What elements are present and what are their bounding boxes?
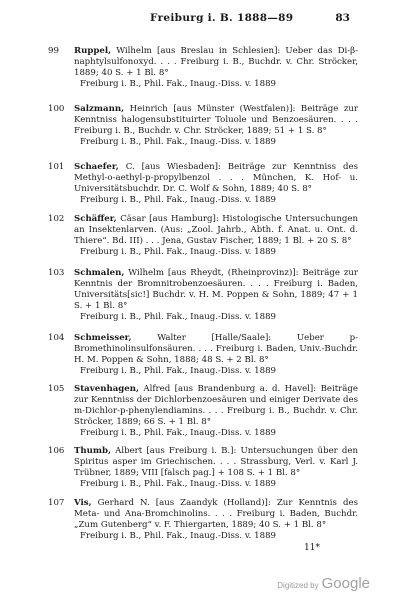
entry-note: Freiburg i. B., Phil. Fak., Inaug.-Diss. v. 1889 [80,366,277,376]
entry-body [74,162,358,206]
entry-body [74,498,358,542]
entry-text: Cäsar [aus Hamburg]: Histologische Untersuchungen an Insektenlarven. (Aus: „Zool. Jahrb., Abth. f. Anat. u. Ont. d. Thiere“. Bd. III) . . . Jena, Gustav Fischer, 1889; 1 Bl. + 20 S. 8° [74,214,358,246]
entry-number: 106 [48,446,65,456]
entry-text: C. [aus Wiesbaden]: Beiträge zur Kenntniss des Methyl-o-aethyl-p-propylbenzol . . . München, K. Hof- u. Universitätsbuchdr. Dr. C. Wolf & Sohn, 1889; 40 S. 8° [74,162,358,194]
entry-number: 103 [48,268,65,278]
author-name: Schmalen, [74,268,125,278]
bibliography-entry [48,333,358,377]
author-name: Thumb, [74,446,111,456]
entry-note: Freiburg i. B., Phil. Fak., Inaug.-Diss. v. 1889 [80,312,277,322]
entry-number: 107 [48,498,65,508]
bibliography-entry [48,46,358,90]
bibliography-entry [48,384,358,439]
google-watermark [277,575,370,592]
bibliography-entry [48,214,358,258]
entry-body [74,46,358,90]
bibliography-entry [48,446,358,490]
running-header [0,12,400,26]
entry-number: 101 [48,162,65,172]
watermark-brand: Google [321,575,370,592]
signature-mark: 11* [304,543,320,553]
bibliography-entry [48,162,358,206]
bibliography-entry [48,498,358,542]
author-name: Schäffer, [74,214,117,224]
entry-body [74,104,358,148]
entry-number: 104 [48,333,65,343]
entry-number: 100 [48,104,65,114]
entry-body [74,268,358,323]
author-name: Schaefer, [74,162,119,172]
author-name: Ruppel, [74,46,112,56]
entry-note: Freiburg i. B., Phil. Fak., Inaug.-Diss. v. 1889 [80,137,277,147]
entry-body [74,384,358,439]
author-name: Salzmann, [74,104,125,114]
entry-number: 102 [48,214,65,224]
entry-note: Freiburg i. B., Phil. Fak., Inaug.-Diss. v. 1889 [80,247,277,257]
entry-number: 105 [48,384,65,394]
entry-note: Freiburg i. B., Phil. Fak., Inaug.-Diss. v. 1889 [80,195,277,205]
bibliography-entry [48,104,358,148]
entry-body [74,333,358,377]
entry-number: 99 [48,46,59,56]
entry-text: Wilhelm [aus Breslau in Schlesien]: Ueber das Di-β-naphtylsulfonoxyd. . . . Freiburg i. B., Buchdr. v. Chr. Ströcker, 1889; 40 S. + 1 Bl. 8° [74,46,359,78]
entry-body [74,446,358,490]
watermark-prefix: Digitized by [277,581,319,590]
entry-text: Wilhelm [aus Rheydt, (Rheinprovinz)]: Beiträge zur Kenntnis der Bromnitrobenzoesäuren. . . . Freiburg i. Baden, Universitäts[sic!] Buchdr. v. H. M. Poppen & Sohn, 1889; 47 + 1 S. + 1 Bl. 8° [74,268,359,311]
entry-note: Freiburg i. B., Phil. Fak., Inaug.-Diss. v. 1889 [80,428,277,438]
header-title: Freiburg i. B. 1888—89 [150,12,294,24]
author-name: Vis, [74,498,92,508]
entry-note: Freiburg i. B., Phil. Fak., Inaug.-Diss. v. 1889 [80,531,277,541]
entry-text: Albert [aus Freiburg i. B.]: Untersuchungen über den Spiritus asper im Griechischen. . . . Strassburg, Verl. v. Karl J. Trübner, 1889; VIII [falsch pag.] + 108 S. + 1 Bl. 8° [74,446,359,478]
entry-note: Freiburg i. B., Phil. Fak., Inaug.-Diss. v. 1889 [80,479,277,489]
entry-text: Gerhard N. [aus Zaandyk (Holland)]: Zur Kenntnis des Meta- und Ana-Bromchinolins. . . . Freiburg i. Baden, Buchdr. „Zum Gutenberg“ v. F. Thiergarten, 1889; 40 S. + 1 Bl. 8° [74,498,358,530]
entry-body [74,214,358,258]
entry-text: Alfred [aus Brandenburg a. d. Havel]: Beiträge zur Kenntniss der Dichlorbenzoesäuren und einiger Derivate des m-Dichlor-p-phenylendiamins. . . . Freiburg i. B., Buchdr. v. Chr. Ströcker, 1889; 66 S. + 1 Bl. 8° [74,384,358,427]
author-name: Schmeisser, [74,333,132,343]
entry-text: Heinrich [aus Münster (Westfalen)]: Beiträge zur Kenntniss halogensubstituirter Toluole und Benzoesäuren. . . . Freiburg i. B., Buchdr. v. Chr. Ströcker, 1889; 51 + 1 S. 8° [74,104,359,136]
entry-note: Freiburg i. B., Phil. Fak., Inaug.-Diss. v. 1889 [80,79,277,89]
page-number: 83 [335,12,350,24]
author-name: Stavenhagen, [74,384,139,394]
bibliography-entry [48,268,358,323]
entry-text: Walter [Halle/Saale]: Ueber p-Bromethinolinsulfonsäuren. . . . Freiburg i. Baden, Univ.-Buchdr. H. M. Poppen & Sohn, 1888; 48 S. + 2 Bl. 8° [74,333,358,365]
